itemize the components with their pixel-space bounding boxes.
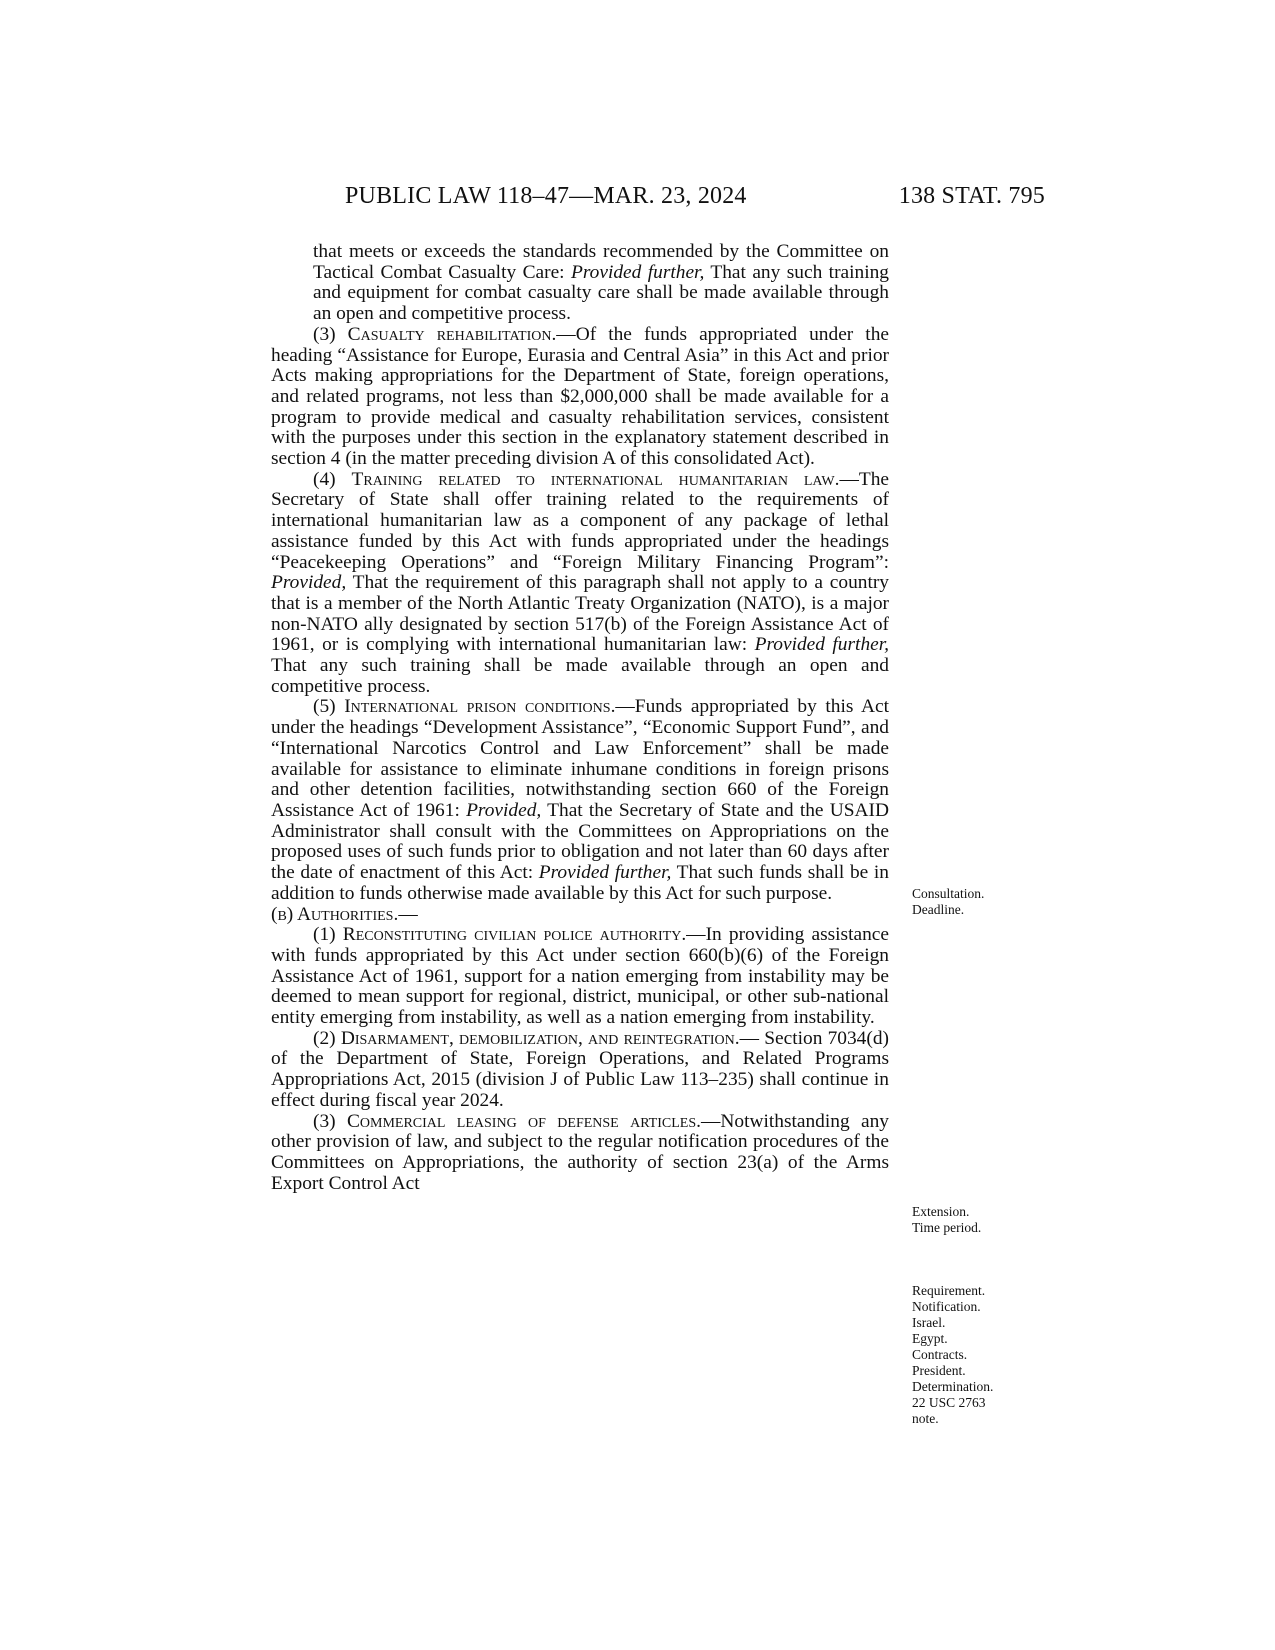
paragraph-commercial-leasing: (3) Commercial leasing of defense articles.—Notwithstanding any other provision of law, and subject to the regular notification procedures of the Committees on Appropriations, the authority of section 23(a) of the Arms Export Control Act — [271, 1110, 889, 1194]
paragraph-civilian-police: (1) Reconstituting civilian police authority.—In providing assistance with funds appropriated by this Act under section 660(b)(6) of the Foreign Assistance Act of 1961, support for a nation emerging from instability may be deemed to mean support for regional, district, municipal, or other sub-national entity emerging from instability, as well as a nation emerging from instability. — [271, 924, 890, 1029]
paragraph-ddr: (2) Disarmament, demobilization, and reintegration.— Section 7034(d) of the Department of State, Foreign Operations, and Related Programs Appropriations Act, 2015 (division J of Public Law 113–235) shall continue in effect during fiscal year 2024. — [271, 1027, 889, 1111]
heading-authorities: (b) Authorities.— — [271, 903, 418, 925]
page-header — [345, 183, 1045, 219]
header-title: PUBLIC LAW 118–47—MAR. 23, 2024 — [345, 183, 747, 209]
paragraph-ihl-training: (4) Training related to international humanitarian law.—The Secretary of State shall offer training related to the requirements of international humanitarian law as a component of any package of lethal assistance funded by this Act with funds appropriated under the headings “Peacekeeping Operations” and “Foreign Military Financing Program”: Provided, That the requirement of this paragraph shall not apply to a country that is a member of the North Atlantic Treaty Organization (NATO), is a major non-NATO ally designated by section 517(b) of the Foreign Assistance Act of 1961, or is complying with international humanitarian law: Provided further, That any such training shall be made available through an open and competitive process. — [271, 468, 889, 697]
paragraph-continuation: that meets or exceeds the standards recommended by the Committee on Tactical Combat Casualty Care: Provided further, That any such training and equipment for combat casualty care shall be made available through an open and competitive process. — [313, 241, 889, 325]
margin-note-consultation: Consultation. Deadline. — [912, 886, 985, 917]
header-stat-page: 138 STAT. 795 — [898, 183, 1045, 209]
margin-note-extension: Extension. Time period. — [912, 1204, 982, 1235]
paragraph-prison-conditions: (5) International prison conditions.—Funds appropriated by this Act under the headings “Development Assistance”, “Economic Support Fund”, and “International Narcotics Control and Law Enforcement” shall be made available for assistance to eliminate inhumane conditions in foreign prisons and other detention facilities, notwithstanding section 660 of the Foreign Assistance Act of 1961: Provided, That the Secretary of State and the USAID Administrator shall consult with the Committees on Appropriations on the proposed uses of such funds prior to obligation and not later than 60 days after the date of enactment of this Act: Provided further, That such funds shall be in addition to funds otherwise made available by this Act for such purpose. — [271, 696, 889, 904]
paragraph-casualty-rehabilitation: (3) Casualty rehabilitation.—Of the funds appropriated under the heading “Assistance for Europe, Eurasia and Central Asia” in this Act and prior Acts making appropriations for the Department of State, foreign operations, and related programs, not less than $2,000,000 shall be made available for a program to provide medical and casualty rehabilitation services, consistent with the purposes under this section in the explanatory statement described in section 4 (in the matter preceding division A of this consolidated Act). — [271, 323, 889, 470]
body-text — [271, 242, 889, 1194]
margin-note-requirement: Requirement. Notification. Israel. Egypt. Contracts. President. Determination. 22 USC 2763 note. — [912, 1283, 994, 1426]
